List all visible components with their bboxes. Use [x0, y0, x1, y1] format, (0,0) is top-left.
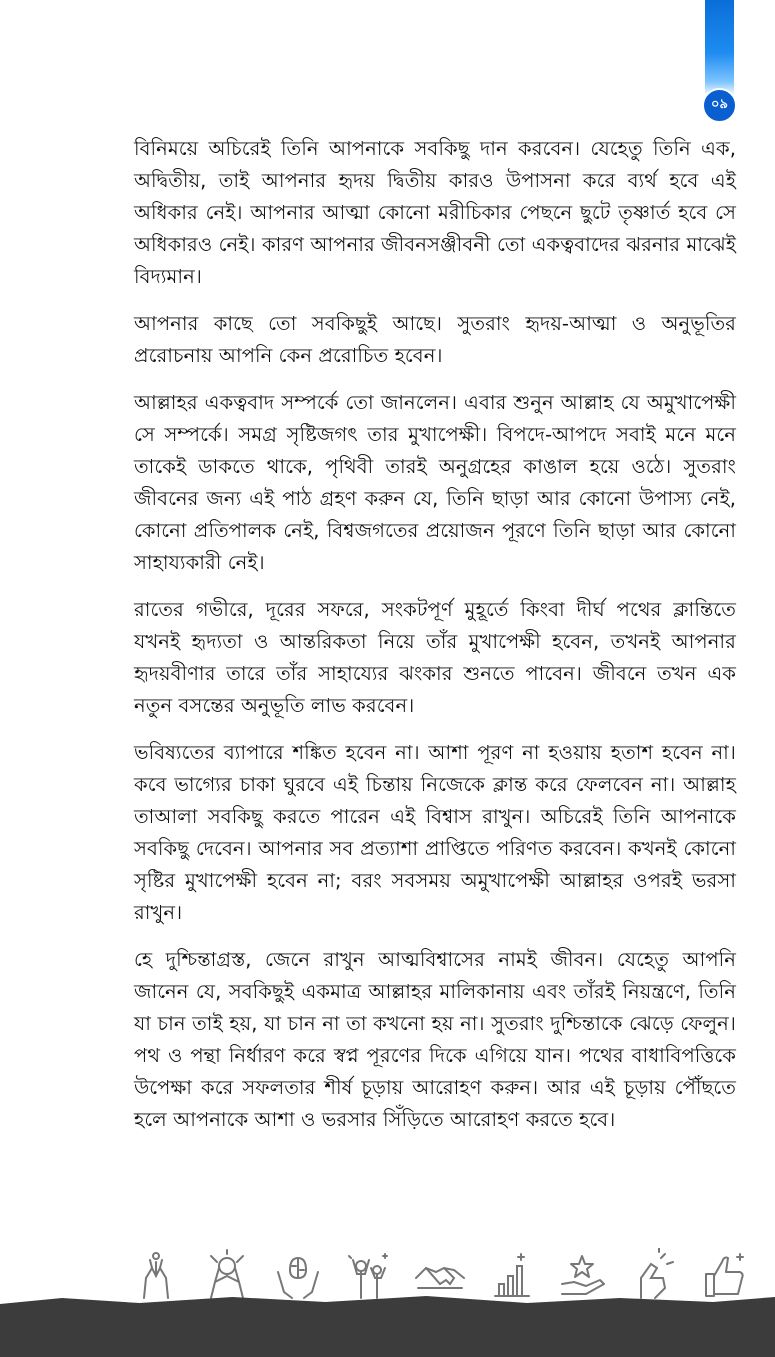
paragraph-5: ভবিষ্যতের ব্যাপারে শঙ্কিত হবেন না। আশা পূরণ না হওয়ায় হতাশ হবেন না। কবে ভাগ্যের চাকা ঘুরবে এই চিন্তায় নিজেকে ক্লান্ত করে ফেলবেন না। আল্লাহ তাআলা সবকিছু করতে পারেন এই বিশ্বাস রাখুন। অচিরেই তিনি আপনাকে সবকিছু দেবেন। আপনার সব প্রত্যাশা প্রাপ্তিতে পরিণত করবেন। কখনই কোনো সৃষ্টির মুখাপেক্ষী হবেন না; বরং সবসময় অমুখাপেক্ষী আল্লাহর ওপরই ভরসা রাখুন।: [134, 741, 736, 924]
brain-in-hands-icon: [272, 1248, 324, 1300]
paragraph-6: হে দুশ্চিন্তাগ্রস্ত, জেনে রাখুন আত্মবিশ্বাসের নামই জীবন। যেহেতু আপনি জানেন যে, সবকিছুই একমাত্র আল্লাহর মালিকানায় এবং তাঁরই নিয়ন্ত্রণে, তিনি যা চান তাই হয়, যা চান না তা কখনো হয় না। সুতরাং দুশ্চিন্তাকে ঝেড়ে ফেলুন। পথ ও পন্থা নির্ধারণ করে স্বপ্ন পূরণের দিকে এগিয়ে যান। পথের বাধাবিপত্তিকে উপেক্ষা করে সফলতার শীর্ষ চূড়ায় আরোহণ করুন। আর এই চূড়ায় পৌঁছতে হলে আপনাকে আশা ও ভরসার সিঁড়িতে আরোহণ করতে হবে।: [134, 948, 736, 1131]
stressed-person-icon: [201, 1248, 253, 1300]
footer-band: [0, 1294, 775, 1357]
page-tab-accent: [705, 0, 734, 96]
paragraph-4: রাতের গভীরে, দূরের সফরে, সংকটপূর্ণ মুহূর্তে কিংবা দীর্ঘ পথের ক্লান্তিতে যখনই হৃদ্যতা ও আন্তরিকতা নিয়ে তাঁর মুখাপেক্ষী হবেন, তখনই আপনার হৃদয়বীণার তারে তাঁর সাহায্যের ঝংকার শুনতে পাবেন। জীবনে তখন এক নতুন বসন্তের অনুভূতি লাভ করবেন।: [134, 598, 736, 717]
celebrating-people-icon: [343, 1248, 395, 1300]
body-text: [134, 133, 736, 1151]
stars-in-hand-icon: [556, 1248, 608, 1300]
growth-chart-icon: [485, 1248, 537, 1300]
hands-together-icon: [130, 1248, 182, 1300]
thumbs-up-icon: [698, 1248, 750, 1300]
paragraph-2: আপনার কাছে তো সবকিছুই আছে। সুতরাং হৃদয়-আত্মা ও অনুভূতির প্ররোচনায় আপনি কেন প্ররোচিত হবেন।: [134, 312, 736, 367]
page-number: ০৯: [702, 88, 737, 123]
paragraph-1: বিনিময়ে অচিরেই তিনি আপনাকে সবকিছু দান করবেন। যেহেতু তিনি এক, অদ্বিতীয়, তাই আপনার হৃদয় দ্বিতীয় কারও উপাসনা করে ব্যর্থ হবে এই অধিকার নেই। আপনার আত্মা কোনো মরীচিকার পেছনে ছুটে তৃষ্ণার্ত হবে সে অধিকারও নেই। কারণ আপনার জীবনসঞ্জীবনী তো একত্ববাদের ঝরনার মাঝেই বিদ্যমান।: [134, 137, 736, 288]
paragraph-3: আল্লাহর একত্ববাদ সম্পর্কে তো জানলেন। এবার শুনুন আল্লাহ যে অমুখাপেক্ষী সে সম্পর্কে। সমগ্র সৃষ্টিজগৎ তার মুখাপেক্ষী। বিপদে-আপদে সবাই মনে মনে তাকেই ডাকতে থাকে, পৃথিবী তারই অনুগ্রহের কাঙাল হয়ে ওঠে। সুতরাং জীবনের জন্য এই পাঠ গ্রহণ করুন যে, তিনি ছাড়া আর কোনো উপাস্য নেই, কোনো প্রতিপালক নেই, বিশ্বজগতের প্রয়োজন পূরণে তিনি ছাড়া আর কোনো সাহায্যকারী নেই।: [134, 391, 736, 574]
snapping-fingers-icon: [627, 1248, 679, 1300]
footer-icon-row: [130, 1242, 750, 1300]
handshake-icon: [414, 1248, 466, 1300]
